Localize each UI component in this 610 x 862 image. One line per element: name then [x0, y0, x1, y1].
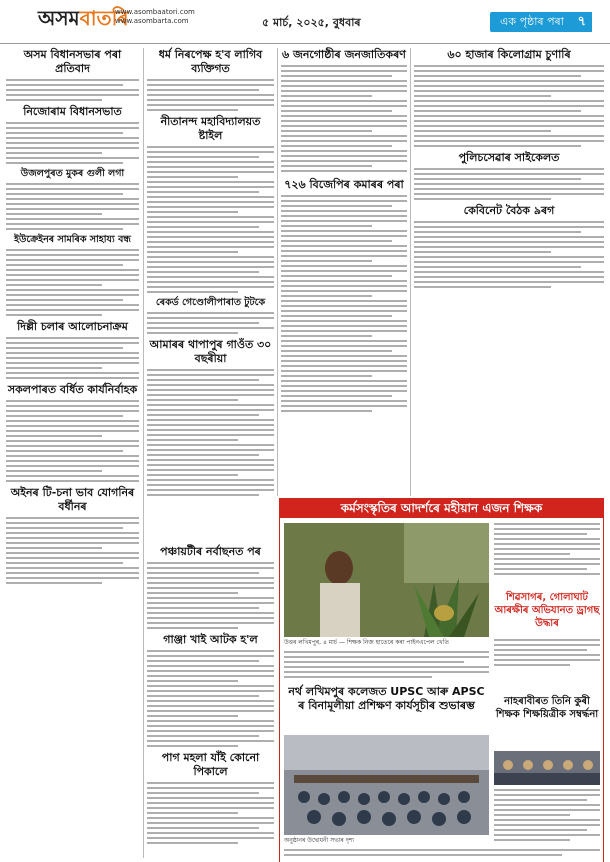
logo-accent: বাতৰি: [79, 6, 129, 30]
headline: অইনৰ টি-চনা ভাব যোগনিৰ বৰ্ধীনৰ: [10, 486, 135, 513]
feature-body: [284, 651, 489, 681]
headline: সকলপাৰত বৰ্ধিত কাৰ্যনিৰ্বাহক: [7, 383, 138, 396]
column-rule: [277, 48, 278, 496]
felicitation-photo: [494, 751, 600, 785]
page-number: ৭: [577, 14, 586, 29]
feature-headline: কৰ্মসংস্কৃতিৰ আদৰ্শৰে মহীয়ান এজন শিক্ষক: [340, 501, 543, 515]
headline: পুলিচসেৱাৰ সাইকেলত: [458, 151, 560, 164]
headline: উজলপুৰত মুকৰ গুলী লগা: [20, 168, 125, 179]
column-2: [147, 48, 274, 499]
headline: পঞ্চায়টীৰ নৰ্বাছনত পৰ: [160, 545, 261, 558]
column-2-lower: [147, 545, 274, 847]
feature-side-body: [494, 523, 600, 578]
masthead: [0, 0, 610, 44]
headline: নিজোৰাম বিধানসভাত: [23, 105, 122, 118]
article-body: [281, 195, 407, 412]
drugs-body: [494, 639, 600, 669]
site-url-1: www.asombaatori.com: [115, 8, 195, 16]
article-body: [414, 221, 604, 288]
site-urls: [115, 8, 195, 26]
photo-caption-2: অনুষ্ঠানৰ উদ্বোধনী সভাৰ দৃশ্য: [284, 837, 355, 844]
site-url-2: www.asombarta.com: [115, 17, 189, 25]
column-rule: [410, 48, 411, 496]
article-body: [281, 65, 407, 172]
column-3: [281, 48, 407, 415]
photo-caption: উত্তৰ লখিমপুৰ, ৪ মাৰ্চ — শিক্ষক নিজ হাতেৰে কৰা পাইনএপেল খেতি: [284, 639, 449, 646]
sub-headline-felicitation: নাহৰাবীৰত তিনি কুৰী শিক্ষক শিক্ষয়িত্ৰীক সম্বৰ্দ্ধনা: [495, 696, 599, 720]
article-body: [147, 562, 274, 629]
headline: আমাৰৰ থাপাপুৰ গাওঁত ৩০ বছৰীয়া: [149, 338, 272, 365]
article-body: [6, 400, 139, 482]
article-body: [147, 79, 274, 111]
teacher-farm-photo: [284, 523, 489, 637]
seminar-photo: [284, 735, 489, 835]
article-body: [147, 312, 274, 334]
section-label: এক পৃষ্ঠাৰ পৰা: [500, 15, 564, 28]
training-body: [284, 849, 600, 859]
article-body: [147, 650, 274, 747]
headline: পাগ মহলা যাঁই কোনো পিকালে: [161, 751, 260, 778]
page-section-bar: [490, 12, 592, 32]
headline: নীতানন্দ মহাবিদ্যালয়ত ষ্টাইল: [160, 115, 261, 142]
headline: ৰেকৰ্ড গেণ্ডোলীপাৰাত টুটকে: [155, 297, 266, 308]
column-rule: [143, 48, 144, 858]
article-body: [6, 183, 139, 230]
article-body: [6, 249, 139, 316]
headline: ৬ জনগোষ্ঠীৰ জনজাতিকৰণ: [282, 48, 406, 61]
headline: গাঞ্জা খাই আটক হ'ল: [163, 633, 258, 646]
article-body: [147, 782, 274, 844]
article-body: [6, 517, 139, 584]
feature-headline-bar: [279, 498, 604, 518]
headline: অসম বিধানসভাৰ পৰা প্ৰতিবাদ: [23, 48, 122, 75]
headline: দিল্লী চলাৰ আলোচনাক্ৰম: [17, 320, 128, 333]
headline: ৭২৬ বিজেপিৰ কমাৰৰ পৰা: [284, 178, 404, 191]
issue-date: ৫ মাৰ্চ, ২০২৫, বুধবাৰ: [262, 16, 361, 29]
headline: ইউক্ৰেইনৰ সামৰিক সাহায্য বন্ধ: [14, 234, 131, 245]
article-body: [147, 369, 274, 496]
article-body: [147, 146, 274, 293]
article-body: [6, 337, 139, 379]
logo-main: অসম: [38, 6, 80, 30]
article-body: [6, 122, 139, 164]
feature-box: [279, 498, 604, 862]
headline: ধৰ্ম নিৰপেক্ষ হ'ব লাগিব ব্যক্তিগত: [158, 48, 263, 75]
article-body: [414, 168, 604, 200]
sub-headline-drugs: শিৱসাগৰ, গোলাঘাট আৰক্ষীৰ অভিযানত ড্ৰাগছ উদ্ধাৰ: [494, 592, 600, 629]
headline: ৬০ হাজাৰ কিলোগ্ৰাম চুণাৰি: [447, 48, 571, 61]
article-body: [414, 65, 604, 147]
article-body: [6, 79, 139, 101]
column-1: [6, 48, 139, 587]
column-4: [414, 48, 604, 291]
headline: কেবিনেট বৈঠক ৯ৰগ: [463, 204, 555, 217]
felicitation-body: [494, 789, 600, 844]
feature-headline-2: নৰ্থ লখিমপুৰ কলেজত UPSC আৰু APSC ৰ বিনামূলীয়া প্ৰশিক্ষণ কাৰ্যসূচীৰ শুভাৰম্ভ: [288, 685, 485, 712]
